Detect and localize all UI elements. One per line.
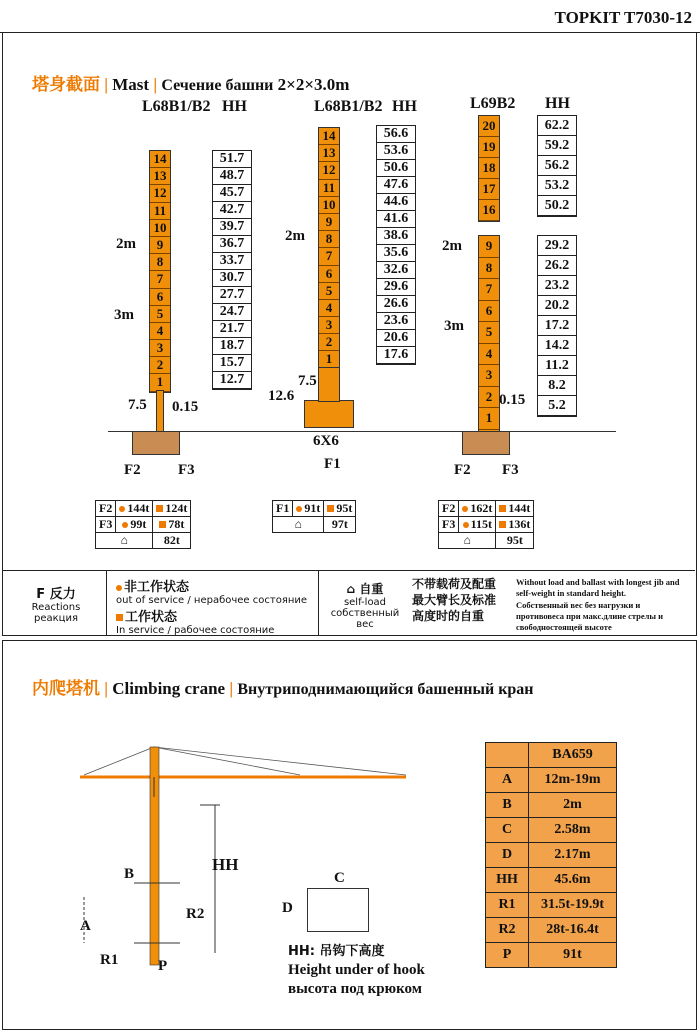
c2-f1-out: 91t [304, 501, 321, 515]
mast-section-number: 17 [479, 179, 499, 200]
model-title: TOPKIT T7030-12 [554, 8, 692, 27]
mast-section-number: 10 [150, 220, 170, 237]
legend-reactions-en: Reactions [31, 602, 81, 613]
spec-row [486, 818, 617, 843]
hook-height-value: 29.6 [377, 279, 415, 296]
c3-f3-label: F3 [439, 517, 459, 533]
config1-reaction-table [95, 500, 191, 549]
mast-section-number: 7 [319, 248, 339, 265]
self-load-icon: ⌂ [346, 582, 360, 596]
mast-section-number: 2 [319, 334, 339, 351]
hook-height-value: 15.7 [213, 355, 251, 372]
spec-row [486, 943, 617, 968]
climbing-title-cn: 内爬塔机 [32, 679, 100, 698]
mast-section-number: 7 [150, 271, 170, 288]
legend-in-en: In service / рабочее состояние [116, 625, 275, 636]
hook-height-value: 62.2 [538, 116, 576, 136]
config1-foundation [132, 431, 180, 455]
hook-height-value: 24.7 [213, 304, 251, 321]
c1-f2-out: 144t [127, 501, 150, 515]
hook-height-value: 11.2 [538, 356, 576, 376]
spec-row [486, 768, 617, 793]
c2-f1-label: F1 [273, 501, 293, 517]
mast-section-number: 3 [479, 365, 499, 387]
hook-height-value: 44.6 [377, 194, 415, 211]
hook-height-value: 42.7 [213, 202, 251, 219]
mast-section-number: 1 [319, 351, 339, 368]
c1-f2-label: F2 [96, 501, 116, 517]
mast-section-number: 6 [479, 301, 499, 323]
legend-self-ru: собственный вес [330, 608, 400, 630]
hook-height-value: 35.6 [377, 245, 415, 262]
spec-key: P [486, 943, 529, 968]
hook-height-value: 50.6 [377, 160, 415, 177]
c3-self-load: 95t [496, 533, 534, 549]
mast-section-number: 3 [150, 340, 170, 357]
climbing-label-r1: R1 [100, 952, 119, 968]
mast-section-number: 9 [479, 236, 499, 258]
config3-foundation [462, 431, 510, 455]
config3-f3-label: F3 [502, 462, 519, 478]
mast-size: 2×2×3.0m [277, 75, 350, 94]
hook-height-value: 47.6 [377, 177, 415, 194]
spec-value: 31.5t-19.9t [529, 893, 617, 918]
hook-height-value: 38.6 [377, 228, 415, 245]
config1-mast-base [156, 390, 164, 432]
legend-self-en: self-load [343, 597, 387, 608]
config3-dim-015: 0.15 [499, 392, 526, 408]
mast-section-number: 5 [319, 283, 339, 300]
legend-reactions-cn: F 反力 [36, 587, 76, 602]
climbing-label-p: P [158, 958, 168, 974]
mast-section-number: 2 [479, 387, 499, 409]
mast-section-number: 2 [150, 357, 170, 374]
config2-mast [318, 127, 340, 370]
spec-header: BA659 [529, 743, 617, 768]
config3-dim-2m: 2m [442, 238, 462, 254]
hook-height-value: 39.7 [213, 219, 251, 236]
spec-key: D [486, 843, 529, 868]
legend-out-en: out of service / нерабочее состояние [116, 595, 308, 606]
hook-height-value: 50.2 [538, 196, 576, 216]
hook-height-value: 27.7 [213, 287, 251, 304]
hook-height-value: 29.2 [538, 236, 576, 256]
mast-section-number: 9 [150, 237, 170, 254]
legend-reactions [10, 583, 102, 624]
c3-f2-label: F2 [439, 501, 459, 517]
mast-section-number: 5 [479, 322, 499, 344]
hook-height-value: 45.7 [213, 185, 251, 202]
spec-value: 2.17m [529, 843, 617, 868]
mast-section-number: 13 [150, 168, 170, 185]
legend-self-cn: 自重 [359, 582, 384, 596]
spec-key: R1 [486, 893, 529, 918]
hook-height-value: 48.7 [213, 168, 251, 185]
climbing-label-d: D [282, 900, 293, 916]
mast-section-number: 1 [479, 408, 499, 430]
hook-height-value: 59.2 [538, 136, 576, 156]
hook-height-value: 41.6 [377, 211, 415, 228]
mast-title-ru: Сечение башни [161, 77, 274, 94]
spec-key: C [486, 818, 529, 843]
hook-height-value: 8.2 [538, 376, 576, 396]
config3-f2-label: F2 [454, 462, 471, 478]
hook-height-value: 18.7 [213, 338, 251, 355]
mast-section-number: 4 [319, 300, 339, 317]
hook-height-value: 30.7 [213, 270, 251, 287]
c1-f3-out: 99t [130, 517, 147, 531]
spec-value: 91t [529, 943, 617, 968]
mast-section-number: 18 [479, 158, 499, 179]
spec-value: 45.6m [529, 868, 617, 893]
climbing-label-c: C [334, 870, 345, 886]
hook-height-value: 53.2 [538, 176, 576, 196]
config2-dim-2m: 2m [285, 228, 305, 244]
hook-height-value: 26.2 [538, 256, 576, 276]
self-load-icon: ⌂ [273, 517, 324, 533]
legend-divider-2 [318, 570, 319, 635]
c3-f2-out: 162t [470, 501, 493, 515]
c1-f3-label: F3 [96, 517, 116, 533]
config2-hh-list [376, 125, 416, 365]
spec-value: 12m-19m [529, 768, 617, 793]
config2-dim-126: 12.6 [268, 388, 295, 404]
mast-section-number: 6 [319, 266, 339, 283]
legend-self-load [322, 580, 408, 630]
mast-section-number: 8 [319, 231, 339, 248]
c1-self-load: 82t [153, 533, 191, 549]
legend-reactions-ru: реакция [34, 613, 78, 624]
config1-f3-label: F3 [178, 462, 195, 478]
c3-f2-in: 144t [508, 501, 531, 515]
spec-value: 2m [529, 793, 617, 818]
config3-name: L69B2 [470, 95, 516, 112]
config2-name: L68B1/B2 [314, 98, 383, 115]
config2-dim-75: 7.5 [298, 373, 317, 389]
legend-out-cn: 非工作状态 [124, 580, 190, 595]
climbing-label-r2: R2 [186, 906, 205, 922]
mast-section-number: 14 [319, 128, 339, 145]
climbing-title-ru: Внутриподнимающийся башенный кран [237, 681, 534, 698]
mast-section-number: 20 [479, 116, 499, 137]
mast-section-number: 13 [319, 145, 339, 162]
hook-height-value: 36.7 [213, 236, 251, 253]
hook-height-value: 56.6 [377, 126, 415, 143]
spec-key: A [486, 768, 529, 793]
config3-hh-bottom [537, 235, 577, 417]
mast-title-en: Mast [112, 75, 150, 94]
legend-note-ru: Собственный вес без нагрузки и противовеса при макс.длине стрелы и свободностоящей высоте [516, 600, 664, 632]
spec-row [486, 918, 617, 943]
mast-section-number: 4 [479, 344, 499, 366]
config1-hh-list [212, 150, 252, 390]
mast-section-number: 7 [479, 279, 499, 301]
legend-note-cn: 不带载荷及配重 最大臂长及标准 高度时的自重 [412, 577, 497, 623]
climbing-hh-note [288, 942, 425, 999]
mast-section-number: 9 [319, 214, 339, 231]
out-of-service-dot [116, 585, 122, 591]
self-load-icon: ⌂ [96, 533, 153, 549]
hook-height-value: 20.2 [538, 296, 576, 316]
climbing-title: 内爬塔机 | Climbing crane | Внутриподнимающийся башенный кран [32, 679, 534, 698]
hook-height-value: 5.2 [538, 396, 576, 416]
hook-height-value: 12.7 [213, 372, 251, 389]
mast-section-title: 塔身截面 | Mast | Сечение башни 2×2×3.0m [32, 75, 350, 94]
mast-section-number: 4 [150, 323, 170, 340]
climbing-label-b: B [124, 866, 135, 882]
config1-mast [149, 150, 171, 393]
climbing-title-en: Climbing crane [112, 679, 226, 698]
mast-section-number: 12 [319, 162, 339, 179]
climbing-label-a: A [80, 918, 91, 934]
climbing-hh-en: Height under of hook [288, 962, 425, 978]
spec-value: 2.58m [529, 818, 617, 843]
climbing-hh-ru: высота под крюком [288, 981, 422, 997]
c3-f3-in: 136t [508, 517, 531, 531]
mast-section-number: 1 [150, 374, 170, 391]
legend-divider-1 [106, 570, 107, 635]
legend-note-en: Without load and ballast with longest jib and self-weight in standard height. [516, 577, 680, 598]
spec-key: R2 [486, 918, 529, 943]
self-load-icon: ⌂ [439, 533, 496, 549]
config2-reaction-table [272, 500, 356, 533]
mast-section-number: 8 [150, 254, 170, 271]
hook-height-value: 33.7 [213, 253, 251, 270]
mast-section-number: 3 [319, 317, 339, 334]
config2-hh-label: HH [392, 98, 417, 115]
mast-section-number: 14 [150, 151, 170, 168]
mast-section-number: 5 [150, 306, 170, 323]
config2-f1-label: F1 [324, 456, 341, 472]
mast-section-number: 12 [150, 185, 170, 202]
spec-value: 28t-16.4t [529, 918, 617, 943]
config2-base-frame [304, 400, 354, 428]
spec-row [486, 868, 617, 893]
mast-section-number: 19 [479, 137, 499, 158]
config1-dim-3m: 3m [114, 307, 134, 323]
config3-mast-top [478, 115, 500, 222]
config1-dim-2m: 2m [116, 236, 136, 252]
hook-height-value: 14.2 [538, 336, 576, 356]
in-service-square [116, 614, 123, 621]
mast-section-number: 8 [479, 258, 499, 280]
climbing-spec-table [485, 742, 617, 968]
spec-row [486, 843, 617, 868]
c2-f1-in: 95t [336, 501, 353, 515]
config3-dim-3m: 3m [444, 318, 464, 334]
config3-hh-top [537, 115, 577, 217]
spec-corner [486, 743, 529, 768]
hook-height-value: 23.6 [377, 313, 415, 330]
c3-f3-out: 115t [470, 517, 493, 531]
mast-section-number: 11 [319, 180, 339, 197]
hook-height-value: 32.6 [377, 262, 415, 279]
spec-row [486, 793, 617, 818]
hook-height-value: 17.6 [377, 347, 415, 364]
hook-height-value: 17.2 [538, 316, 576, 336]
climbing-plan-view [307, 888, 369, 932]
config2-dim-6x6: 6X6 [313, 433, 339, 449]
config1-name: L68B1/B2 [142, 98, 211, 115]
mast-section-number: 11 [150, 203, 170, 220]
config3-mast-bottom [478, 235, 500, 432]
c1-f3-in: 78t [168, 517, 185, 531]
legend-states [116, 576, 307, 636]
hook-height-value: 56.2 [538, 156, 576, 176]
climbing-hh-cn: HH: 吊钩下高度 [288, 944, 385, 959]
spec-key: HH [486, 868, 529, 893]
mast-section-number: 16 [479, 200, 499, 221]
hook-height-value: 51.7 [213, 151, 251, 168]
climbing-label-hh: HH [212, 855, 239, 874]
c2-self-load: 97t [324, 517, 356, 533]
config1-dim-015: 0.15 [172, 399, 199, 415]
ground-line [108, 431, 616, 432]
hook-height-value: 53.6 [377, 143, 415, 160]
mast-title-cn: 塔身截面 [32, 75, 100, 94]
hook-height-value: 26.6 [377, 296, 415, 313]
legend-in-cn: 工作状态 [125, 610, 178, 625]
spec-key: B [486, 793, 529, 818]
config1-hh-label: HH [222, 98, 247, 115]
config3-reaction-table [438, 500, 534, 549]
spec-row [486, 893, 617, 918]
mast-section-number: 6 [150, 289, 170, 306]
hook-height-value: 23.2 [538, 276, 576, 296]
config2-mast-lower [318, 367, 340, 402]
hook-height-value: 20.6 [377, 330, 415, 347]
hook-height-value: 21.7 [213, 321, 251, 338]
c1-f2-in: 124t [165, 501, 188, 515]
config1-dim-75: 7.5 [128, 397, 147, 413]
config3-hh-label: HH [545, 95, 570, 112]
config1-f2-label: F2 [124, 462, 141, 478]
mast-section-number: 10 [319, 197, 339, 214]
